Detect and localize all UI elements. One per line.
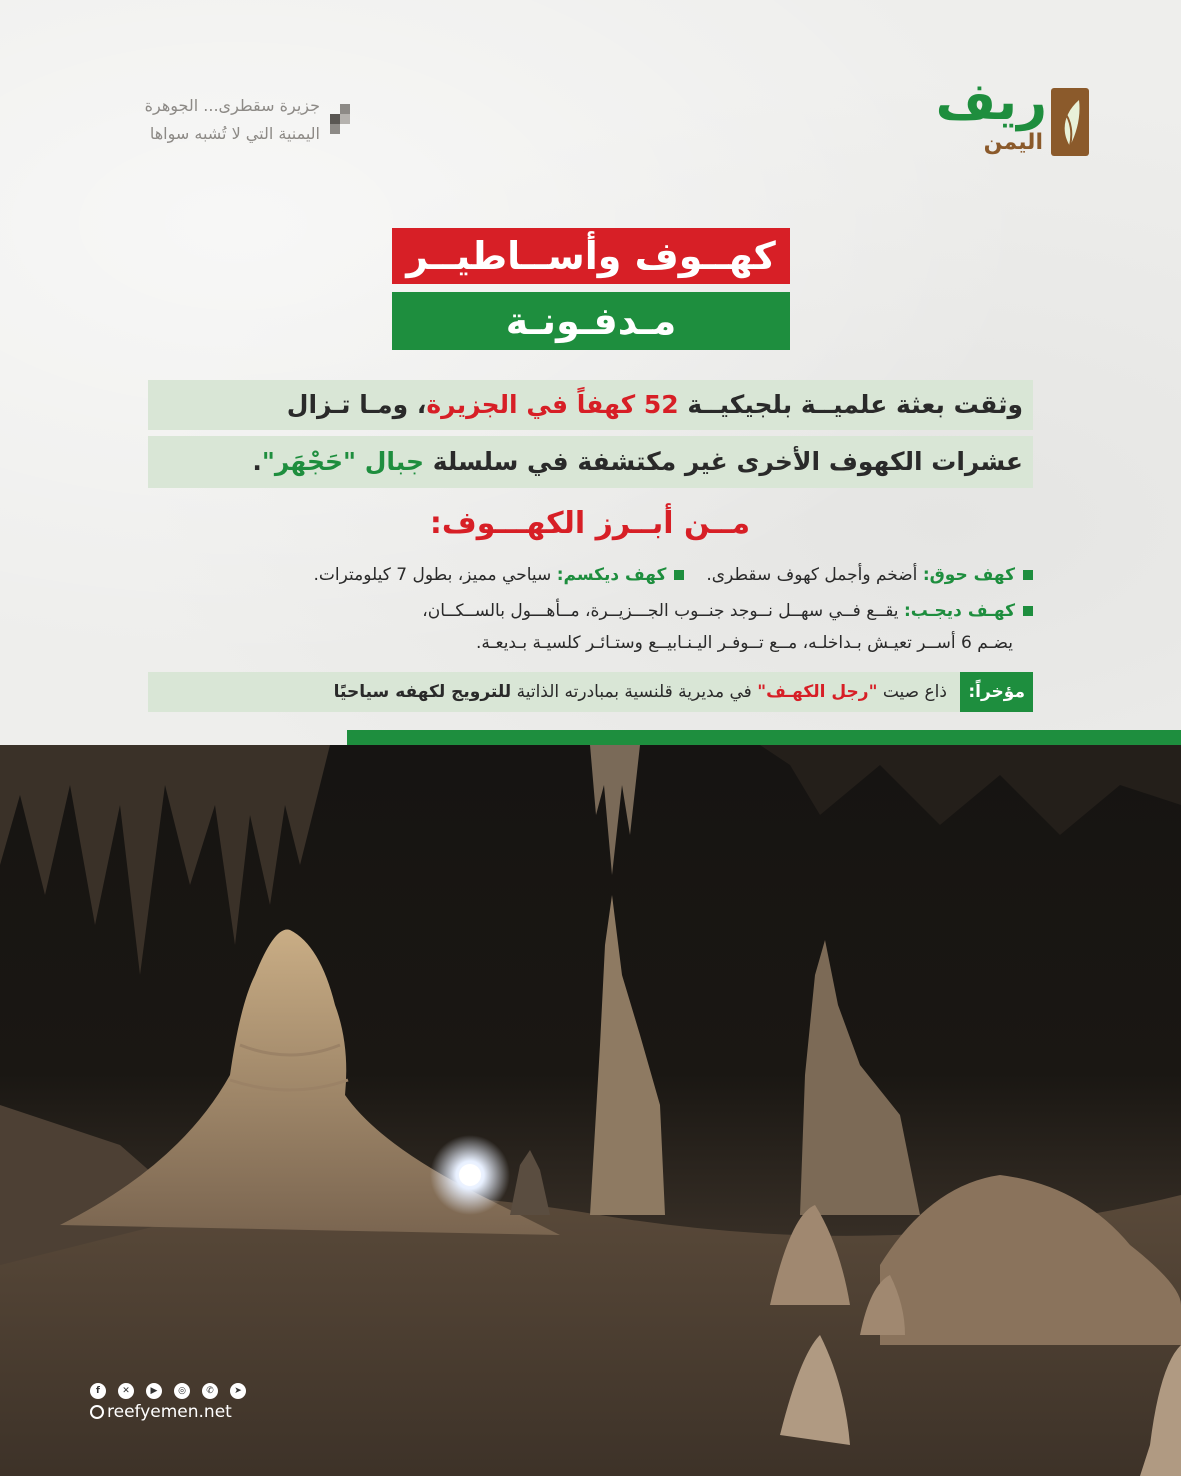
telegram-icon[interactable]: ➤ [230,1383,246,1399]
globe-icon [90,1405,104,1419]
whatsapp-icon[interactable]: ✆ [202,1383,218,1399]
social-icons [90,1383,246,1399]
cave-name: كهـف ديجـب: [903,601,1015,621]
intro-highlight: 52 كهفاً في الجزيرة [426,390,679,419]
recent-news [148,672,1033,712]
section-heading: مــن أبــرز الكهـــوف: [429,506,751,541]
cave-description: يقــع فــي سهــل نــوجد جنــوب الجـــزيــرة، مــأهـــول بالســكــان، [422,601,904,621]
logo-word: ريف [935,72,1047,132]
recent-text: ذاع صيت [877,682,953,702]
intro-line-2 [148,436,1033,488]
bullet-square-icon [1023,606,1033,616]
title-line-1: كهــوف وأســاطيــر [392,228,790,284]
brand-logo[interactable] [889,72,1089,166]
cave-description: يضـم 6 أســر تعيـش بـداخلـه، مــع تــوفـر اليـنـابيــع وستـائـر كلسيـة بـديعـة. [476,633,1013,653]
bullet-square-icon [674,570,684,580]
x-icon[interactable]: ✕ [118,1383,134,1399]
cave-list-row-continued [476,628,1013,658]
cave-illustration [0,745,1181,1476]
title-line-2: مـدفـونـة [392,292,790,350]
instagram-icon[interactable]: ◎ [174,1383,190,1399]
cave-description: سياحي مميز، بطول 7 كيلومترات. [313,565,557,585]
tagline-line: جزيرة سقطرى... الجوهرة [144,96,320,115]
cave-name: كهف حوق: [922,565,1015,585]
intro-highlight: جبال "حَجْهَر" [261,447,425,476]
intro-text: . [252,447,262,476]
intro-text: وثقت بعثة علميــة بلجيكيــة [678,390,1023,419]
bullet-square-icon [1023,570,1033,580]
website-link[interactable] [90,1402,232,1422]
pixel-squares-icon [330,104,362,136]
youtube-icon[interactable]: ▶ [146,1383,162,1399]
intro-line-1 [148,380,1033,430]
cave-photo [0,745,1181,1476]
facebook-icon[interactable]: f [90,1383,106,1399]
tagline [80,92,320,148]
intro-text: عشرات الكهوف الأخرى غير مكتشفة في سلسلة [424,447,1023,476]
recent-text-bold: للترويج لكهفه سياحيًا [333,682,512,702]
website-text: reefyemen.net [107,1402,232,1422]
recent-label: مؤخراً: [960,672,1033,712]
cave-list-row [313,560,1033,590]
recent-quote: "رجل الكهـف" [757,682,878,702]
tagline-line: اليمنية التي لا تُشبه سواها [149,124,320,143]
logo-subtitle: اليمن [983,130,1043,155]
intro-text: ، ومـا تـزال [286,390,427,419]
recent-text: في مديرية قلنسية بمبادرته الذاتية [511,682,758,702]
cave-list-row [422,596,1033,626]
cave-name: كهف ديكسم: [556,565,667,585]
leaf-icon [1051,88,1089,156]
cave-description: أضخم وأجمل كهوف سقطرى. [706,565,923,585]
